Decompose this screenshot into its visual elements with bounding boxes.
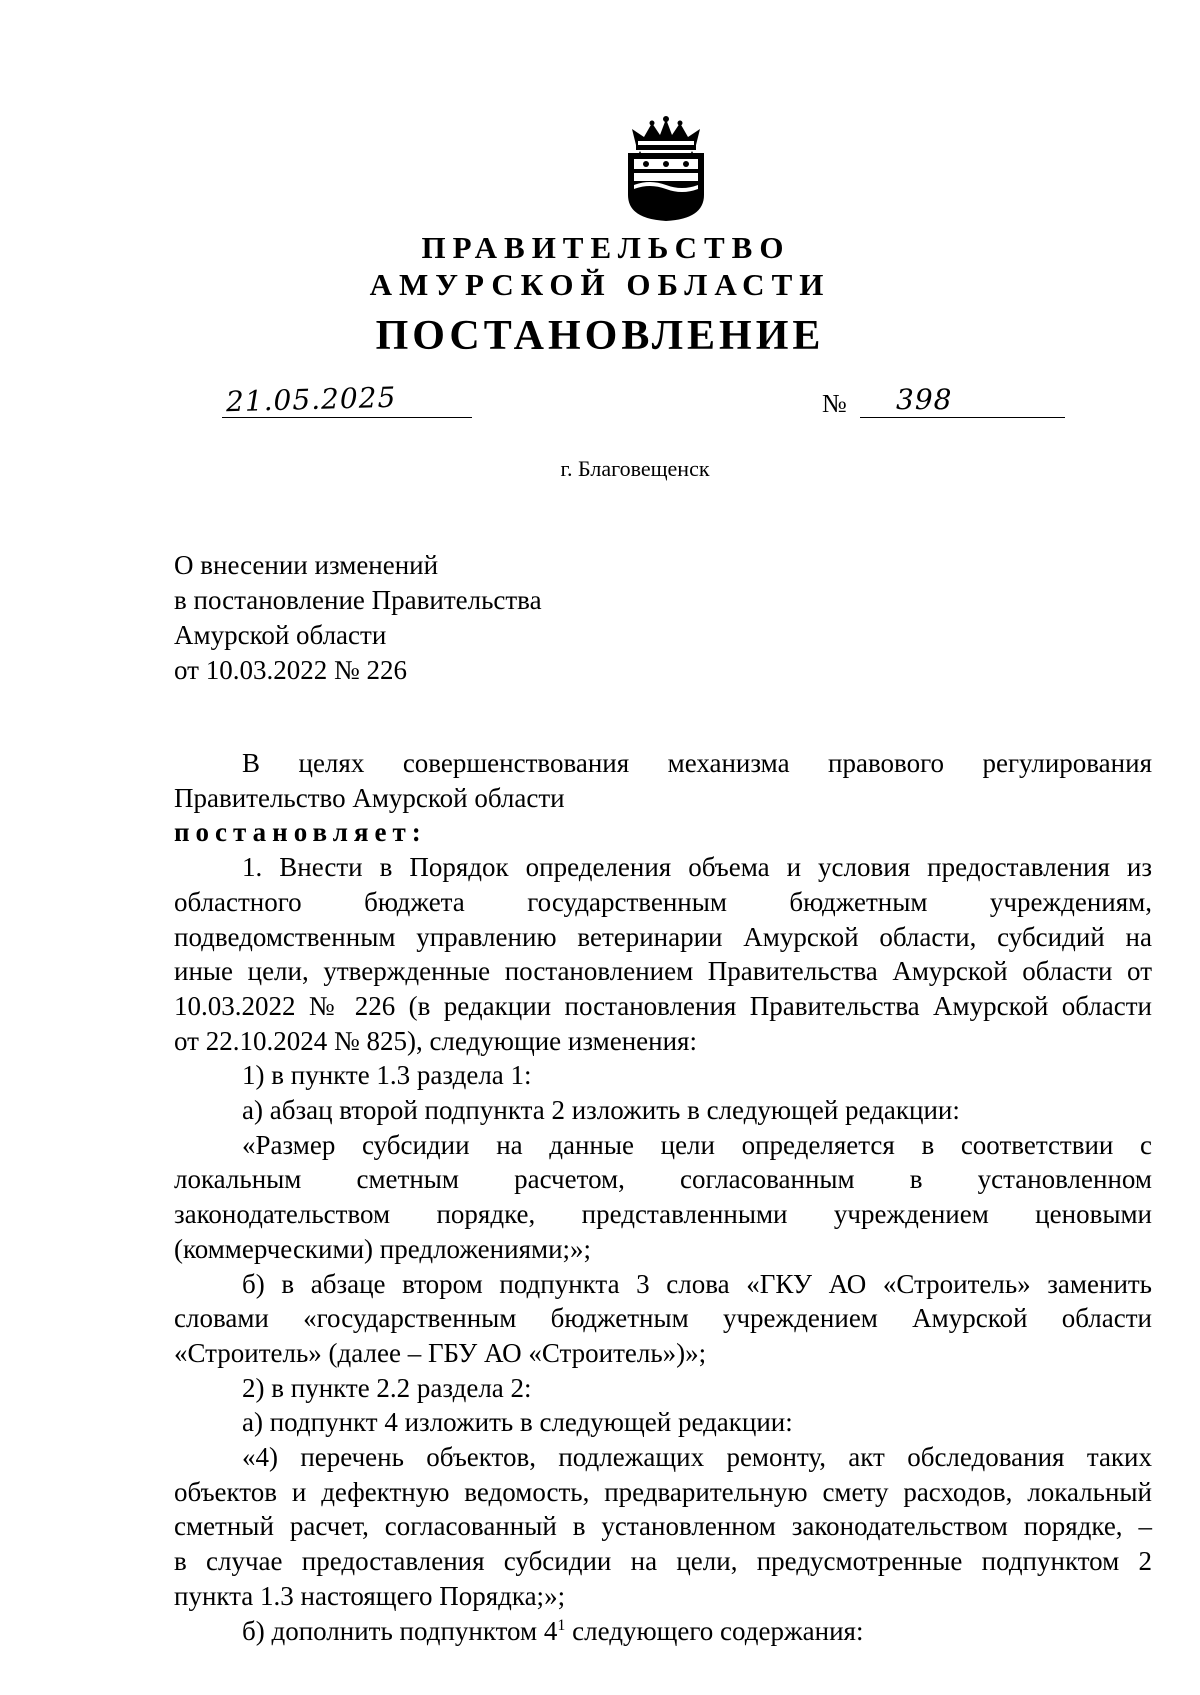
item1-line: 1. Внести в Порядок определения объема и условия предоставления из <box>242 852 1152 883</box>
organization-name-line2: АМУРСКОЙ ОБЛАСТИ <box>369 267 831 302</box>
preamble-line: Правительство Амурской области <box>174 782 565 813</box>
subitem-1a: а) абзац второй подпункта 2 изложить в следующей редакции: <box>242 1095 960 1126</box>
item1-line: областного бюджета государственным бюджетным учреждениям, <box>174 886 1152 917</box>
organization-name-line1: ПРАВИТЕЛЬСТВО <box>421 230 791 265</box>
subitem-2a: а) подпункт 4 изложить в следующей редакции: <box>242 1407 793 1438</box>
subject-line: О внесении изменений <box>174 550 439 580</box>
document-body <box>174 746 1152 1648</box>
subitem-1b-line: словами «государственным бюджетным учреждением Амурской области <box>174 1303 1152 1334</box>
quote1-line: законодательством порядке, представленными учреждением ценовыми <box>174 1199 1152 1230</box>
subitem-1b-line: «Строитель» (далее – ГБУ АО «Строитель»)»; <box>174 1337 707 1368</box>
subject-line: Амурской области <box>174 620 387 650</box>
document-type-title: ПОСТАНОВЛЕНИЕ <box>375 313 825 359</box>
subitem-2b-suffix: следующего содержания: <box>565 1615 864 1646</box>
document-subject <box>174 548 542 688</box>
subitem-1: 1) в пункте 1.3 раздела 1: <box>242 1060 532 1091</box>
handwritten-number: 398 <box>896 383 953 416</box>
quote2-line: в случае предоставления субсидии на цели, предусмотренные подпунктом 2 <box>174 1546 1152 1577</box>
quote1-line: «Размер субсидии на данные цели определяется в соответствии с <box>242 1129 1152 1160</box>
quote2-line: «4) перечень объектов, подлежащих ремонту, акт обследования таких <box>242 1442 1152 1473</box>
subject-line: в постановление Правительства <box>174 585 542 615</box>
number-label: № <box>822 389 847 418</box>
decree-word: постановляет: <box>174 817 427 848</box>
superscript-index: 1 <box>557 1616 566 1634</box>
quote2-line: сметный расчет, согласованный в установленном законодательством порядке, – <box>174 1511 1152 1542</box>
quote2-line: объектов и дефектную ведомость, предварительную смету расходов, локальный <box>174 1476 1152 1507</box>
subitem-2b <box>174 1614 1152 1649</box>
document-number-field <box>860 383 1065 419</box>
item1-line: подведомственным управлению ветеринарии Амурской области, субсидий на <box>174 921 1152 952</box>
number-underline <box>860 417 1065 418</box>
subitem-2: 2) в пункте 2.2 раздела 2: <box>242 1372 532 1403</box>
coat-of-arms-icon <box>622 115 710 223</box>
preamble-line: В целях совершенствования механизма правового регулирования <box>242 748 1152 778</box>
item1-line: 10.03.2022 № 226 (в редакции постановления Правительства Амурской области <box>174 990 1152 1021</box>
item1-line: иные цели, утвержденные постановлением Правительства Амурской области от <box>174 956 1152 987</box>
subject-line: от 10.03.2022 № 226 <box>174 655 407 685</box>
date-underline <box>222 417 472 418</box>
city-name: г. Благовещенск <box>560 456 710 481</box>
handwritten-date: 21.05.2025 <box>225 380 397 419</box>
quote1-line: (коммерческими) предложениями;»; <box>174 1233 592 1264</box>
subitem-2b-prefix: б) дополнить подпунктом 4 <box>242 1615 558 1646</box>
quote1-line: локальным сметным расчетом, согласованным в установленном <box>174 1164 1152 1195</box>
item1-line: от 22.10.2024 № 825), следующие изменения: <box>174 1025 697 1056</box>
quote2-line: пункта 1.3 настоящего Порядка;»; <box>174 1580 566 1611</box>
document-date-field <box>222 380 472 419</box>
subitem-1b-line: б) в абзаце втором подпункта 3 слова «ГКУ АО «Строитель» заменить <box>242 1268 1152 1299</box>
